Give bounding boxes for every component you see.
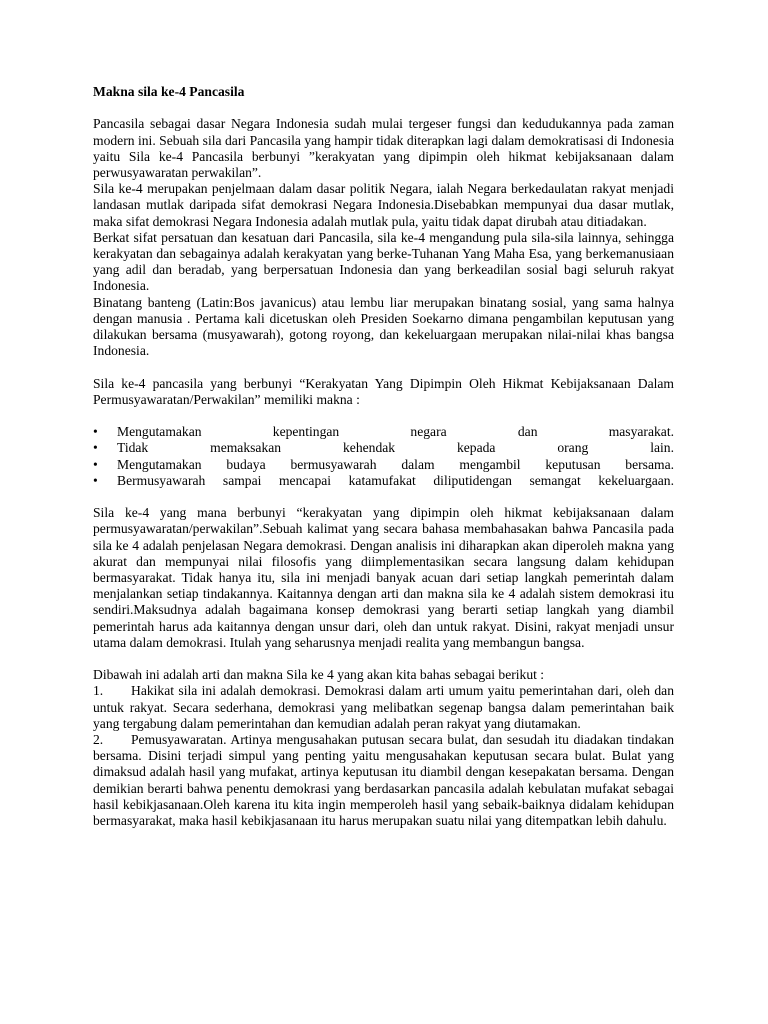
list-item — [93, 440, 674, 456]
intro-paragraph-1: Pancasila sebagai dasar Negara Indonesia sudah mulai tergeser fungsi dan kedudukannya pada zaman modern ini. Sebuah sila dari Pancasila yang hampir tidak diterapkan lagi dalam demokratisasi di Indonesia yaitu Sila ke-4 Pancasila berbunyi ”kerakyatan yang dipimpin oleh hikmat kebijaksanaan dalam perwusyawaratan perwakilan”. — [93, 116, 674, 180]
bullet-text: Mengutamakan budaya bermusyawarah dalam mengambil keputusan bersama. — [117, 456, 674, 472]
bullet-text: Mengutamakan kepentingan negara dan masyarakat. — [117, 424, 674, 440]
spacer — [93, 489, 674, 505]
intro-paragraph-3: Berkat sifat persatuan dan kesatuan dari Pancasila, sila ke-4 mengandung pula sila-sila lainnya, sehingga kerakyatan dan sebagainya adalah kerakyatan yang berke-Tuhanan Yang Maha Esa, yang berkemanusiaan yang adil dan beradab, yang berpersatuan Indonesia dan yang berkeadilan sosial bagi seluruh rakyat Indonesia. — [93, 229, 674, 294]
bullet-text: Tidak memaksakan kehendak kepada orang lain. — [117, 440, 674, 456]
document-title: Makna sila ke-4 Pancasila — [93, 84, 245, 99]
spacer — [93, 408, 674, 424]
intro-paragraph-2: Sila ke-4 merupakan penjelmaan dalam dasar politik Negara, ialah Negara berkedaulatan rakyat menjadi landasan mutlak daripada sifat demokrasi Negara Indonesia.Disebabkan mempunyai dua dasar mutlak, maka sifat demokrasi Negara Indonesia adalah mutlak pula, yaitu tidak dapat dirubah atau ditiadakan. — [93, 181, 674, 229]
bullet-icon: • — [93, 424, 98, 440]
bullet-icon: • — [93, 440, 98, 456]
numbered-item-2 — [93, 732, 674, 829]
bullet-icon: • — [93, 456, 98, 472]
bullet-icon: • — [93, 472, 98, 488]
document-page — [93, 84, 674, 829]
item-number: 1. — [93, 683, 104, 699]
meaning-bullet-list — [93, 424, 674, 489]
spacer — [93, 651, 674, 667]
meaning-intro: Sila ke-4 pancasila yang berbunyi “Kerakyatan Yang Dipimpin Oleh Hikmat Kebijaksanaan Dalam Permusyawaratan/Perwakilan” memiliki makna : — [93, 375, 674, 407]
spacer — [93, 359, 674, 375]
intro-paragraph-4: Binatang banteng (Latin:Bos javanicus) atau lembu liar merupakan binatang sosial, yang sama halnya dengan manusia . Pertama kali dicetuskan oleh Presiden Soekarno dimana pengambilan keputusan yang dilakukan bersama (musyawarah), gotong royong, dan kekeluargaan merupakan nilai-nilai khas bangsa Indonesia. — [93, 294, 674, 359]
explanation-paragraph: Sila ke-4 yang mana berbunyi “kerakyatan yang dipimpin oleh hikmat kebijaksanaan dalam permusyawaratan/perwakilan”.Sebuah kalimat yang secara bahasa membahasakan bahwa Pancasila pada sila ke 4 adalah penjelasan Negara demokrasi. Dengan analisis ini diharapkan akan diperoleh makna yang akurat dan mempunyai nilai filosofis yang diimplementasikan secara langsung dalam kehidupan bermasyarakat. Tidak hanya itu, sila ini menjadi banyak acuan dari setiap langkah pemerintah dalam menjalankan setiap tindakannya. Kaitannya dengan arti dan makna sila ke 4 adalah sistem demokrasi itu sendiri.Maksudnya adalah bagaimana konsep demokrasi yang berarti setiap langkah yang diambil pemerintah harus ada kaitannya dengan unsur dari, oleh dan untuk rakyat. Disini, rakyat menjadi unsur utama dalam demokrasi. Itulah yang seharusnya menjadi realita yang membangun bangsa. — [93, 505, 674, 650]
item-number: 2. — [93, 732, 104, 748]
list-intro: Dibawah ini adalah arti dan makna Sila ke 4 yang akan kita bahas sebagai berikut : — [93, 667, 545, 683]
bullet-text: Bermusyawarah sampai mencapai katamufakat diliputidengan semangat kekeluargaan. — [117, 472, 674, 488]
item-text: Pemusyawaratan. Artinya mengusahakan putusan secara bulat, dan sesudah itu diadakan tindakan bersama. Disini terjadi simpul yang penting yaitu mengusahakan keputusan secara bulat. Bulat yang dimaksud adalah hasil yang mufakat, artinya keputusan itu diambil dengan kesepakatan bersama. Dengan demikian berarti bahwa penentu demokrasi yang berdasarkan pancasila adalah kebulatan mufakat sebagai hasil kebikjasanaan.Oleh karena itu kita ingin memperoleh hasil yang sebaik-baiknya didalam kehidupan bermasyarakat, maka hasil kebikjasanaan itu harus merupakan suatu nilai yang ditempatkan lebih dahulu. — [93, 732, 674, 829]
list-item — [93, 473, 674, 489]
numbered-item-1 — [93, 683, 674, 732]
list-item — [93, 424, 674, 440]
item-text: Hakikat sila ini adalah demokrasi. Demokrasi dalam arti umum yaitu pemerintahan dari, oleh dan untuk rakyat. Secara sederhana, demokrasi yang melibatkan segenap bangsa dalam pemerintahan baik yang tergabung dalam pemerintahan dan kemudian adalah peran rakyat yang diutamakan. — [93, 683, 674, 731]
list-item — [93, 457, 674, 473]
